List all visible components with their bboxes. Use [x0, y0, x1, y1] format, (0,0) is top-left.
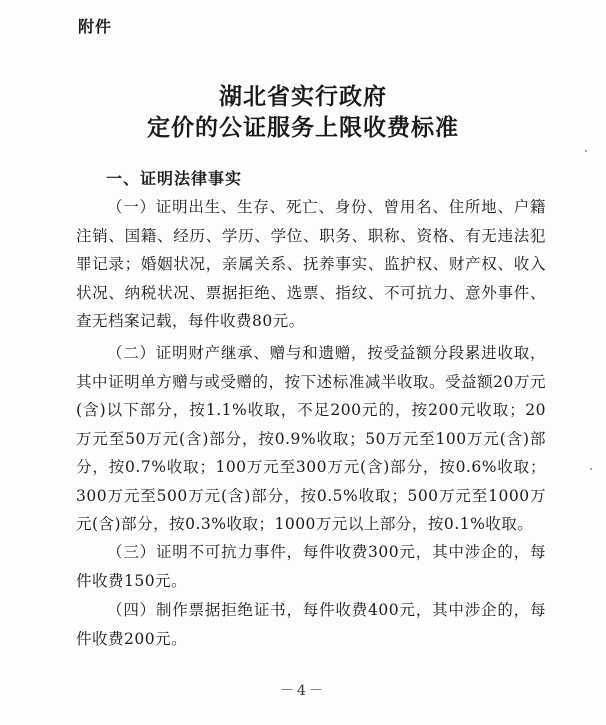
document-title-line2: 定价的公证服务上限收费标准 — [147, 114, 459, 141]
scan-speck — [585, 150, 587, 152]
paragraph-1 — [76, 193, 546, 336]
paragraph-text: （二）证明财产继承、赠与和遗赠，按受益额分段累进收取，其中证明单方赠与或受赠的，按下述标准减半收取。受益额20万元(含)以下部分，按1.1%收取，不足200元的，按200元收取；20万元至50万元(含)部分，按0.9%收取；50万元至100万元(含)部分，按0.7%收取；100万元至300万元(含)部分，按0.6%收取；300万元至500万元(含)部分，按0.5%收取；500万元至1000万元(含)部分，按0.3%收取；1000万元以上部分，按0.1%收取。 — [76, 344, 546, 533]
paragraph-3 — [76, 538, 546, 595]
paragraph-4 — [76, 596, 546, 653]
scan-speck — [590, 468, 592, 470]
paragraph-text: （一）证明出生、生存、死亡、身份、曾用名、住所地、户籍注销、国籍、经历、学历、学位、职务、职称、资格、有无违法犯罪记录；婚姻状况，亲属关系、抚养事实、监护权、财产权、收入状况、纳税状况、票据拒绝、选票、指纹、不可抗力、意外事件、查无档案记载，每件收费80元。 — [76, 198, 546, 330]
page-number: －4－ — [280, 683, 326, 699]
paragraph-text: （四）制作票据拒绝证书，每件收费400元，其中涉企的，每件收费200元。 — [76, 601, 546, 648]
attachment-label: 附件 — [78, 17, 113, 36]
paragraph-2 — [76, 339, 546, 539]
document-title-line1: 湖北省实行政府 — [219, 83, 387, 110]
paragraph-text: （三）证明不可抗力事件，每件收费300元，其中涉企的，每件收费150元。 — [76, 543, 546, 590]
section-heading: 一、证明法律事实 — [106, 169, 243, 188]
